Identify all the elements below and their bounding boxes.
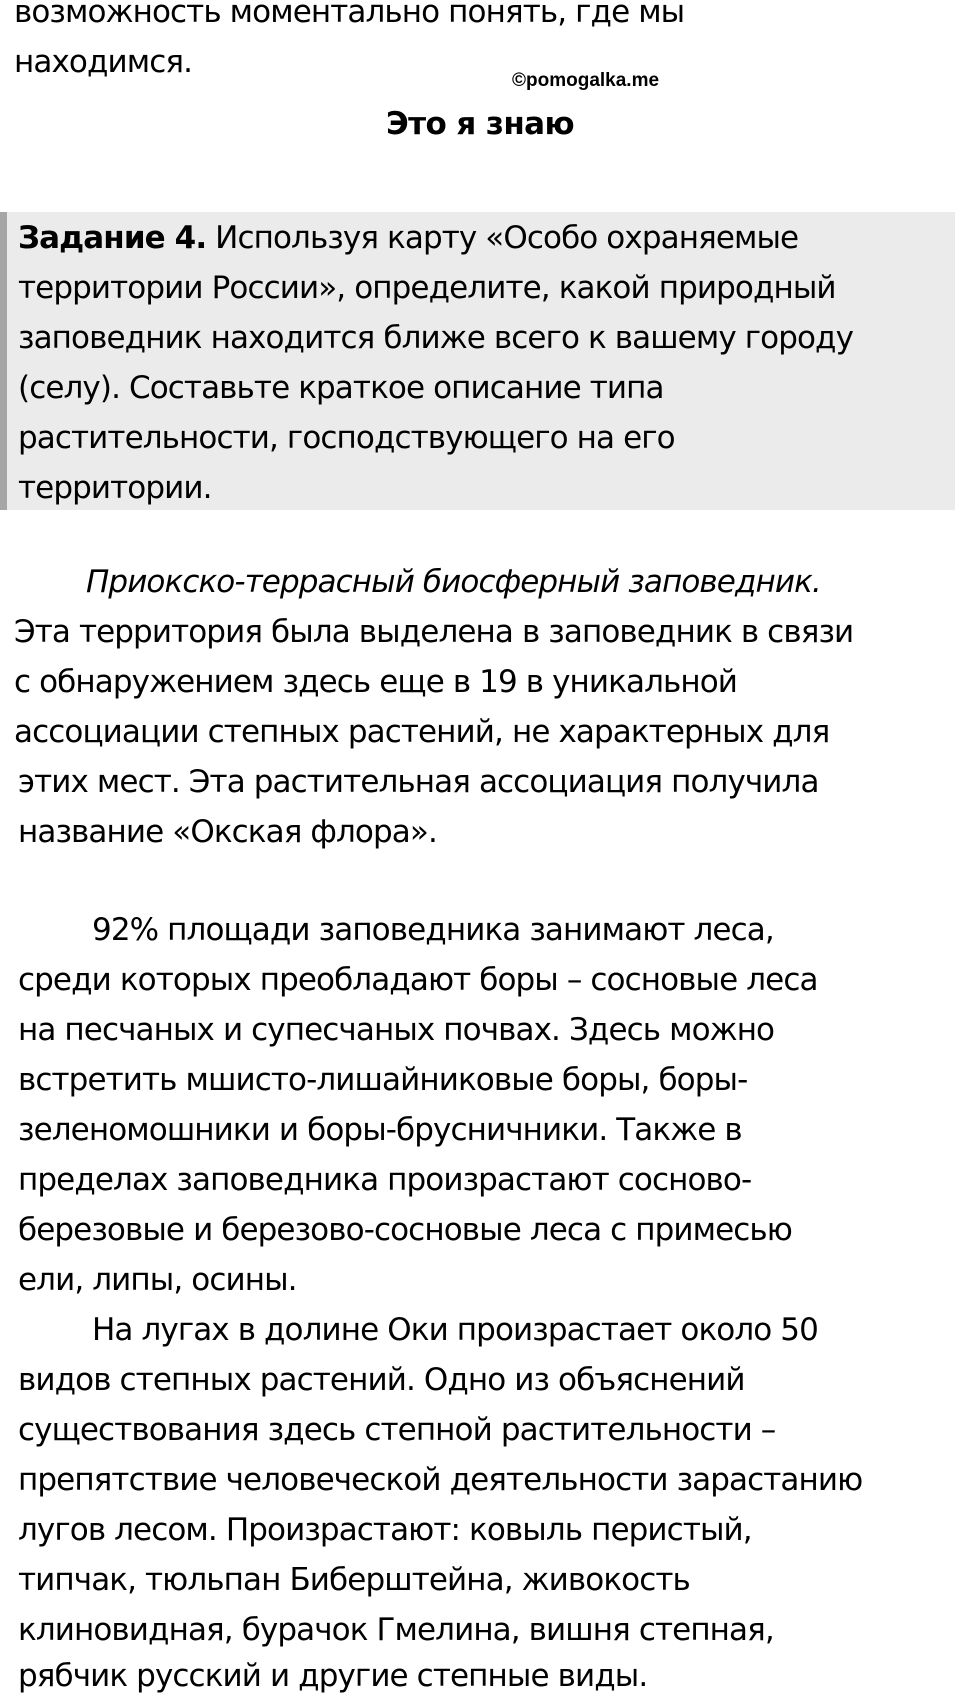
text-line: рябчик русский и другие степные виды. [18,1658,648,1694]
task-text: Используя карту «Особо охраняемые [206,220,799,256]
text-line: возможность моментально понять, где мы [14,0,685,30]
text-line: этих мест. Эта растительная ассоциация получила [18,764,819,800]
text-line: на песчаных и супесчаных почвах. Здесь можно [18,1012,775,1048]
text-line: препятствие человеческой деятельности зарастанию [18,1462,863,1498]
text-line: типчак, тюльпан Биберштейна, живокость [18,1562,690,1598]
watermark: ©pomogalka.me [512,70,660,91]
text-line: находимся. [14,44,193,80]
text-line: видов степных растений. Одно из объяснений [18,1362,745,1398]
task-label: Задание 4. [18,220,207,256]
text-line: с обнаружением здесь еще в 19 в уникальной [14,664,738,700]
section-heading: Это я знаю [386,106,574,142]
text-line: 92% площади заповедника занимают леса, [92,912,774,948]
task-line: территории России», определите, какой природный [18,270,836,306]
text-line: березовые и березово-сосновые леса с примесью [18,1212,792,1248]
text-line: название «Окская флора». [18,814,437,850]
text-line: ели, липы, осины. [18,1262,297,1298]
text-line: встретить мшисто-лишайниковые боры, боры- [18,1062,748,1098]
task-line: (селу). Составьте краткое описание типа [18,370,664,406]
text-line: клиновидная, бурачок Гмелина, вишня степная, [18,1612,774,1648]
text-line: пределах заповедника произрастают сосново- [18,1162,752,1198]
text-line: лугов лесом. Произрастают: ковыль перистый, [18,1512,752,1548]
text-line: существования здесь степной растительности – [18,1412,776,1448]
task-line: территории. [18,470,212,506]
text-line: Эта территория была выделена в заповедник в связи [14,614,854,650]
task-first-line [18,218,798,258]
task-line: заповедник находится ближе всего к вашему городу [18,320,854,356]
text-line: среди которых преобладают боры – сосновые леса [18,962,818,998]
text-line: На лугах в долине Оки произрастает около 50 [92,1312,818,1348]
task-line: растительности, господствующего на его [18,420,675,456]
text-line: ассоциации степных растений, не характерных для [14,714,830,750]
answer-title: Приокско-террасный биосферный заповедник. [86,564,821,600]
text-line: зеленомошники и боры-брусничники. Также в [18,1112,742,1148]
